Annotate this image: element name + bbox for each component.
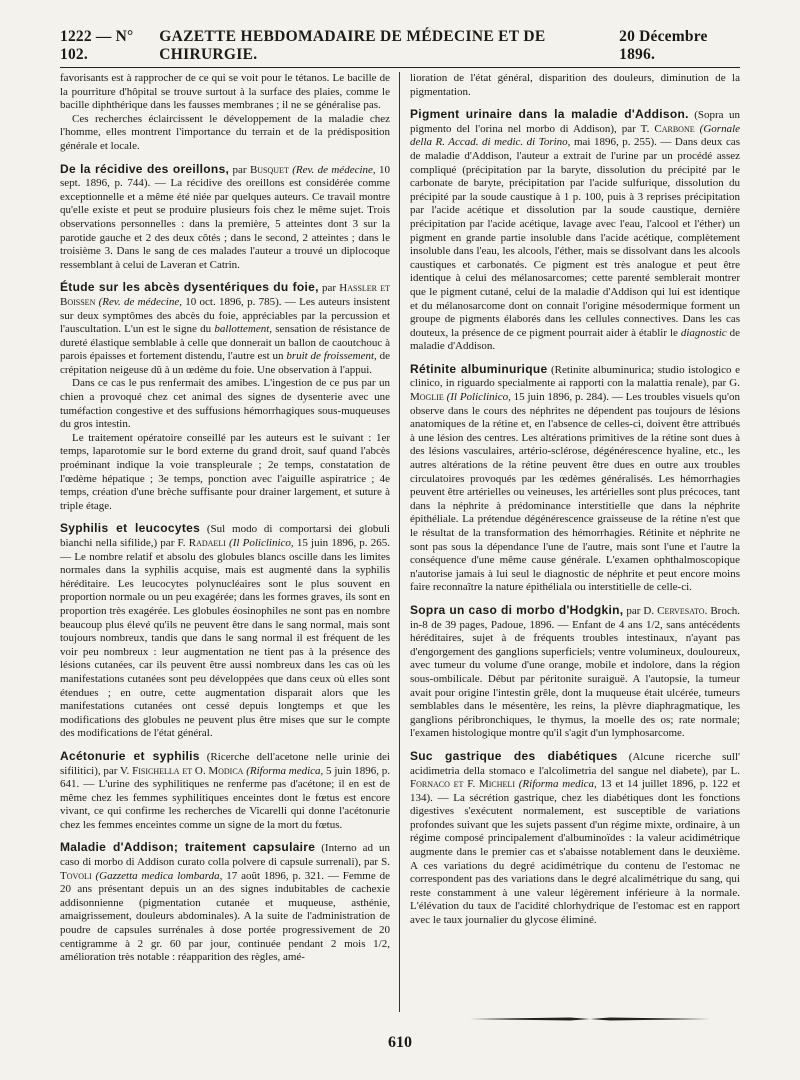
right-column [410,72,740,937]
article-body: 15 juin 1896, p. 265. — Le nombre relatif et absolu des globules blancs oscille dans les limites normales dans la syphilis acquise, mais est augmenté dans la syphilis héréditaire. Les leucocytes polynucléaires sont le plus souvent en proportion normale ou un peu exagérée; dans les formes graves, ils sont en proportion très exagérée. Les globules éosinophiles ne sont pas en nombre beaucoup plus élevé qu'ils ne peuvent être dans le sang normal, mais sont toujours nombreux, tandis que dans le sang normal il est fréquent de les voir peu nombreux : leur augmentation ne tient pas à la présence des lésions cutanées, car ils peuvent être aussi nombreux dans les cas où les manifestations cutanées sont peu développées que dans ceux où elles sont étendues ; en outre, cette augmentation disparait alors que les manifestations cutanées ont cessé depuis longtemps et que les modifications des globules ne peuvent plus être mises que sur le compte des modifications de l'état général. [60,537,390,740]
article-body: mai 1896, p. 255). — Dans deux cas de maladie d'Addison, l'auteur a extrait de l'urine par un procédé assez compliqué (précipitation par la baryte, dissolution du précipité par le carbonate de baryte, précipitation par l'acide sulfurique, dissolution du précipité par la soude caustique à 1 p. 100, puis à 3 reprises précipitation par l'acide acétique et dissolution par la soude caustique, dernière précipitation par l'acide acétique, lavage avec l'eau, l'alcool et l'éther) un pigment en grande partie insoluble dans l'acide acétique, complètement insoluble dans l'eau, les alcools, l'éther, mais se dissolvant dans les alcools caustiques et carbonatés. Ce pigment est très analogue et peut être identique à celui des mélanosarcomes; cette parenté semblerait montrer que le pigment cutané, celui de la maladie d'Addison qui lui est identique et du mélanosarcome dont on connait l'origine mésodermique forment un groupe de pigments élaborés dans les cellules connectives. Dans les cas douteux, la présence de ce pigment pourrait aider à établir le [410,136,740,339]
source: (Gazzetta medica lombarda, [91,869,223,882]
article-continued-addison [410,72,740,99]
source: (Rev. de médecine, [95,295,182,308]
article-title: Acétonurie et syphilis [60,748,200,763]
column-divider [399,72,400,1012]
article-body: (Ricerche dell'acetone nelle urinie dei sifilitici), par V. [60,750,390,777]
paragraph: Dans ce cas le pus renfermait des amibes. L'ingestion de ce pus par un chien a provoqué chez cet animal des signes de dysenterie avec une tuméfaction congestive et des suffusions hémorrhagiques sous-muqueuses du gros intestin. [60,377,390,431]
article-addison-capsulaire [60,841,390,964]
article-body: 13 et 14 juillet 1896, p. 122 et 134). — La sécrétion gastrique, chez les diabétiques dont les fonctions digestives s'exécutent normalement, est susceptible de variations profondes suivant que les sujets passent d'un régime mixte, ordinaire, à un régime composé principalement d'albuminoïdes : la valeur acidimétrique augmente dans le premier cas et s'abaisse notablement dans le deuxième. A ces variations du degré acidimétrique du contenu de l'estomac ne correspondent pas des variations dans le degré alcalimétrique du sang, qui reste constamment à une valeur légèrement inférieure à la normale. L'élévation du taux de l'acidité chlorhydrique de l'estomac est en rapport avec le taux journalier du glycose éliminé. [410,778,741,927]
source: (Riforma medica, [514,778,597,791]
journal-title: GAZETTE HEBDOMADAIRE DE MÉDECINE ET DE CHIRURGIE. [159,28,546,63]
article-body: (Sul modo di comportarsi dei globuli bianchi nella sifilide,) par F. [60,523,390,549]
paragraph [410,604,740,741]
page-number: 610 [388,1034,412,1051]
page-issue-number: 1222 — N° 102. [60,28,134,63]
text-run: par [229,163,250,176]
article-body: (Retinite albuminurica; studio istologico e clinico, in riguardo specialmente ai rapporti con la malattia renale), par G. [410,363,741,390]
article-body: (Sopra un pigmento del l'orina nel morbo di Addison), par T. [410,109,740,135]
article-body: 5 juin 1896, p. 641. — L'urine des syphilitiques ne renferme pas d'acétone; il en est de même chez les femmes syphilitiques enceintes dont le fœtus est encore vivant, ce qui confirme les recherches de Vicarelli qui donne l'acétonurie chez les femmes enceintes comme un signe de la mort du fœtus. [60,764,390,831]
paragraph [410,108,740,354]
article-hodgkin [410,604,740,741]
article-body: 15 juin 1896, p. 284). — Les troubles visuels qu'on observe dans le cours des néphrites ne dépendent pas toujours de lésions anatomiques de la rétine et, en l'absence de celles-ci, doivent être attribués à une lésion des centres. Les altérations primitives de la rétine sont dues à des lésions vasculaires, artério-sclérose, dégénérescence hyaline, etc., les autres altérations de la rétine peuvent être dues en outre aux troubles circulatoires provoqués par les œdèmes généralisés. Les hémorrhagies peuvent être artérielles ou veineuses, les artérielles sont plus précoces, tant dans la néphrite à prédominance interstitielle que dans la néphrite épithéliale. La prétendue dégénérescence graisseuse de la rétine n'est que le résultat de la transformation des hémorrhagies. Rétinite et néphrite ne sont pas sous la dépendance l'une de l'autre, mais sont l'une et l'autre la conséquence d'une même cause générale. L'examen ophthalmoscopique n'autorise jamais à lui seul le diagnostic de néphrite et peut encore moins faire reconnaître la nature épithéliala ou interstitielle de celle-ci. [410,391,740,594]
running-header [60,28,740,68]
author: Radaeli [188,537,226,549]
article-title: Suc gastrique des diabétiques [410,748,618,763]
article-title: Pigment urinaire dans la maladie d'Addison. [410,107,689,122]
article-title: Rétinite albuminurique [410,361,548,376]
issue-date: 20 Décembre 1896. [619,28,708,63]
article-body: de maladie d'Addison. [410,326,740,353]
author: Fisichella et O. Modica [132,764,244,777]
paragraph: Ces recherches éclaircissent le développement de la maladie chez l'homme, elles montrent l'importance du terrain et de la prédisposition générale et locale. [60,112,390,152]
paragraph [410,363,740,595]
author: Fornaco et F. Micheli [410,778,515,791]
source: (Rev. de médecine, [288,163,376,176]
source: (Il Policlinico, [443,391,511,404]
text-run: par [318,282,340,295]
source: (Gornale della R. Accad. di medic. di Torino, [410,122,741,149]
article-body: (Interno ad un caso di morbo di Addison curato colla polvere di capsule surrenali), par S. [60,842,391,869]
article-body: 17 août 1896, p. 321. — Femme de 20 ans présentant depuis un an des signes indubitables de cachexie addisonnienne (pigmentation cutanée et muqueuse, asthénie, amaigrissement, douleurs abdominales). A la suite de l'administration de poudre de capsules surrénales à dose portée progressivement de 20 centigramme à 2 gr. 60 par jour, continuée pendant 2 mois 1/2, amélioration très notable : réapparition des règles, amé- [60,869,390,964]
left-column [60,72,390,974]
article-pigment-urinaire [410,108,740,354]
author: Carbone [654,122,695,135]
article-body: 10 sept. 1896, p. 744). — La récidive des oreillons est considérée comme exceptionnelle et a même été niée par quelques auteurs. Ce travail montre qu'elle existe et peut se produire plusieurs fois chez le même sujet. Trois observations personnelles : dans la première, 5 atteintes dont 3 sur la parotide gauche et 2 des deux côtés ; dans le second, 2 atteintes ; dans le troisième 3. Dans le sang de ces malades l'auteur a trouvé un diplocoque ressemblant à celui de Laveran et Catrin. [60,163,390,271]
ornament-left [470,1018,590,1021]
article-continued [60,72,390,154]
source: (Il Policlinico, [225,537,294,549]
author: Cervesato [657,604,705,617]
article-oreillons [60,163,390,273]
article-abces-foie [60,281,390,513]
article-body: (Alcune ricerche sull' acidimetria della stomaco e l'alcolimetria del sangue nel diabete), par L. [410,750,740,777]
paragraph: lioration de l'état général, disparition des douleurs, diminution de la pigmentation. [410,72,740,98]
article-body: . Broch. in-8 de 39 pages, Padoue, 1896. — Enfant de 4 ans 1/2, sans antécédents héréditaires, sujet à de fréquents troubles intestinaux, n'ayant pas d'engorgement des ganglions superficiels; ventre volumineux, douloureux, avec tumeur du volume d'une orange, mobile et indolore, dans la région sous-ombilicale. Début par péritonite suraiguë. A l'autopsie, la tumeur avait pour origine l'intestin grêle, dont la muqueuse était ulcérée, tumeurs semblables dans le mésentère, les reins, la plèvre diaphragmatique, les ganglions péribronchiques, le thymus, la moelle des os; rate normale; l'examen histologique montre qu'il s'agit d'un lymphosarcome. [410,604,740,740]
author: Tovoli [60,869,92,882]
author: Moglie [410,391,444,404]
paragraph: favorisants est à rapprocher de ce qui se voit pour le tétanos. Le bacille de la pourriture d'hôpital se trouve surtout à la surface des plaies, comme le bacille diphthérique dans les fausses membranes ; il ne se généralise pas. [60,72,390,112]
paragraph [60,841,390,964]
article-syphilis-leucocytes [60,522,390,741]
article-body: sensation de résistance de dureté élastique semblable à celle que donnerait un ballon de caoutchouc à parois épaisses et fortement distendu, l'autre est un [60,323,390,363]
end-ornament-rule [470,1016,710,1022]
paragraph [60,163,390,273]
article-acetonurie [60,750,390,833]
paragraph [410,750,740,928]
article-suc-gastrique [410,750,740,928]
emphasis: ballottement, [214,323,273,336]
article-title: Étude sur les abcès dysentériques du foie, [60,280,319,295]
article-title: Syphilis et leucocytes [60,521,201,536]
article-title: Maladie d'Addison; traitement capsulaire [60,840,316,855]
paragraph [60,281,390,377]
article-body: de crépitation neigeuse dû à un œdème du foie. Une observation à l'appui. [60,350,390,376]
author: Busquet [249,163,289,176]
article-body: par D. [623,604,658,617]
emphasis: bruit de froissement, [286,350,377,363]
article-body: 10 oct. 1896, p. 785). — Les auteurs insistent sur deux symptômes des abcès du foie, appréciables par la percussion et l'auscultation. L'un est le signe du [60,295,390,336]
article-retinite [410,363,740,595]
article-title: Sopra un caso di morbo d'Hodgkin, [410,602,624,617]
article-title: De la récidive des oreillons, [60,161,230,176]
author: Hassler et Boissen [60,282,390,308]
source: (Riforma medica, [243,764,324,777]
paragraph [60,750,390,833]
emphasis: diagnostic [680,326,727,339]
paragraph: Le traitement opératoire conseillé par les auteurs est le suivant : 1er temps, laparotomie sur le bord externe du grand droit, sauf quand l'abcès proéminant indique la voie transpleurale ; 2e temps, constatation de l'œdème hépatique ; 3e temps, ponction avec l'aiguille aspiratrice ; 4e temps, création d'une brèche suffisante pour drainer largement, et suture à triple étage. [60,431,390,512]
paragraph [60,522,390,741]
ornament-right [590,1018,710,1021]
